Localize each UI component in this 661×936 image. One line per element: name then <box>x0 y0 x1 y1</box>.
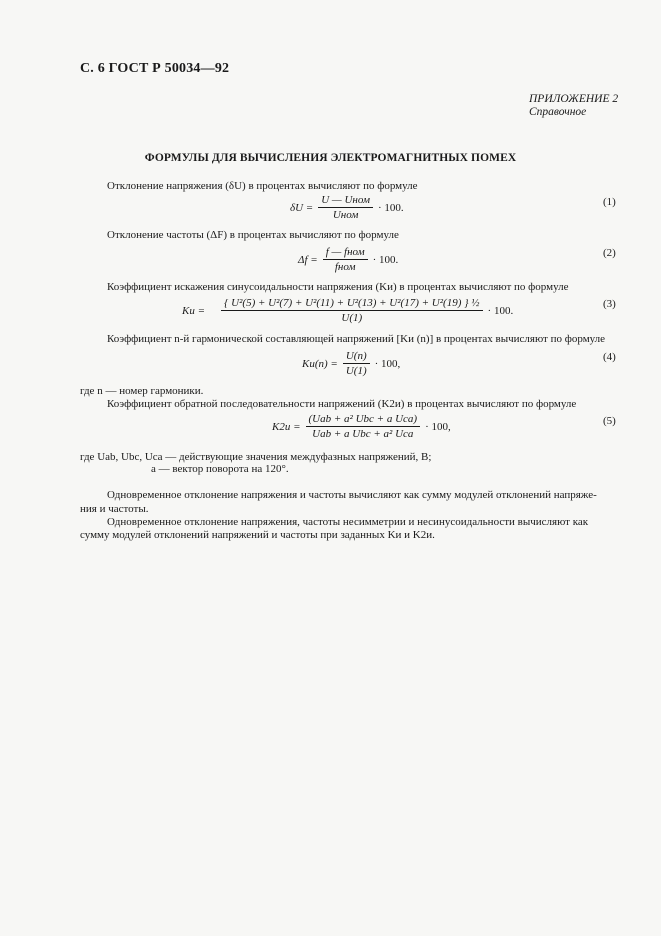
appendix-label: ПРИЛОЖЕНИЕ 2 <box>529 93 619 105</box>
eq2-number: (2) <box>603 247 616 259</box>
eq4-fraction <box>343 350 370 377</box>
eq3-fraction <box>221 297 483 324</box>
eq1-denominator: Uном <box>332 209 359 221</box>
eq2-fraction <box>323 246 368 273</box>
eq5-tail: · 100, <box>425 420 451 433</box>
appendix-block <box>529 93 618 119</box>
eq5-lhs: K2и = <box>272 420 301 433</box>
eq1-fraction <box>318 194 373 221</box>
eq4-denominator: U(1) <box>345 365 367 377</box>
eq1-lhs: δU = <box>290 201 314 214</box>
eq2-intro: Отклонение частоты (ΔF) в процентах вычисляют по формуле <box>107 229 399 241</box>
para2-line2: сумму модулей отклонений напряжений и частоты при заданных Kи и K2и. <box>80 529 435 541</box>
para2-line1: Одновременное отклонение напряжения, частоты несимметрии и несинусоидальности вычисляют как <box>107 516 589 528</box>
eq2-formula <box>298 246 398 273</box>
eq1-number: (1) <box>603 196 616 208</box>
eq1-numerator: U — Uном <box>318 194 373 208</box>
eq1-tail: · 100. <box>377 201 404 214</box>
eq5-where-1: где Uab, Ubc, Uca — действующие значения междуфазных напряжений, В; <box>80 451 432 463</box>
eq3-number: (3) <box>603 298 616 310</box>
eq2-lhs: Δf = <box>298 253 318 266</box>
eq4-number: (4) <box>603 351 616 363</box>
eq5-number: (5) <box>603 415 616 427</box>
eq2-denominator: fном <box>334 261 356 273</box>
eq3-denominator: U(1) <box>341 312 363 324</box>
page-header: С. 6 ГОСТ Р 50034—92 <box>80 61 230 76</box>
eq3-numerator: { U²(5) + U²(7) + U²(11) + U²(13) + U²(17) + U²(19) } ½ <box>221 297 483 311</box>
eq5-fraction <box>306 413 421 440</box>
eq5-numerator: (Uab + a² Ubc + a Uca) <box>306 413 421 427</box>
section-title: ФОРМУЛЫ ДЛЯ ВЫЧИСЛЕНИЯ ЭЛЕКТРОМАГНИТНЫХ ПОМЕХ <box>144 152 517 164</box>
eq2-numerator: f — fном <box>323 246 368 260</box>
eq5-where-2: a — вектор поворота на 120°. <box>151 463 289 475</box>
eq3-tail: · 100. <box>487 304 514 317</box>
eq3-intro: Коэффициент искажения синусоидальности напряжения (Kи) в процентах вычисляют по формуле <box>107 281 569 293</box>
para1-line2: ния и частоты. <box>80 503 149 515</box>
eq4-formula <box>302 350 400 377</box>
eq5-denominator: Uab + a Ubc + a² Uca <box>312 428 414 440</box>
eq1-intro: Отклонение напряжения (δU) в процентах вычисляют по формуле <box>107 180 418 192</box>
eq3-formula <box>182 297 513 324</box>
para1-line1: Одновременное отклонение напряжения и частоты вычисляют как сумму модулей отклонений напряже- <box>107 489 597 501</box>
eq4-numerator: U(n) <box>343 350 370 364</box>
eq4-where: где n — номер гармоники. <box>80 385 204 397</box>
eq4-tail: · 100, <box>374 357 401 370</box>
appendix-note: Справочное <box>529 106 587 118</box>
eq1-formula <box>290 194 404 221</box>
eq4-intro: Коэффициент n-й гармонической составляющей напряжений [Kи (n)] в процентах вычисляют по формуле <box>107 333 606 345</box>
eq4-lhs: Kи(n) = <box>302 357 338 370</box>
eq5-formula <box>272 413 451 440</box>
eq2-tail: · 100. <box>372 253 399 266</box>
eq5-intro: Коэффициент обратной последовательности напряжений (K2и) в процентах вычисляют по формуле <box>107 398 577 410</box>
eq3-lhs: Kи = <box>182 304 206 317</box>
